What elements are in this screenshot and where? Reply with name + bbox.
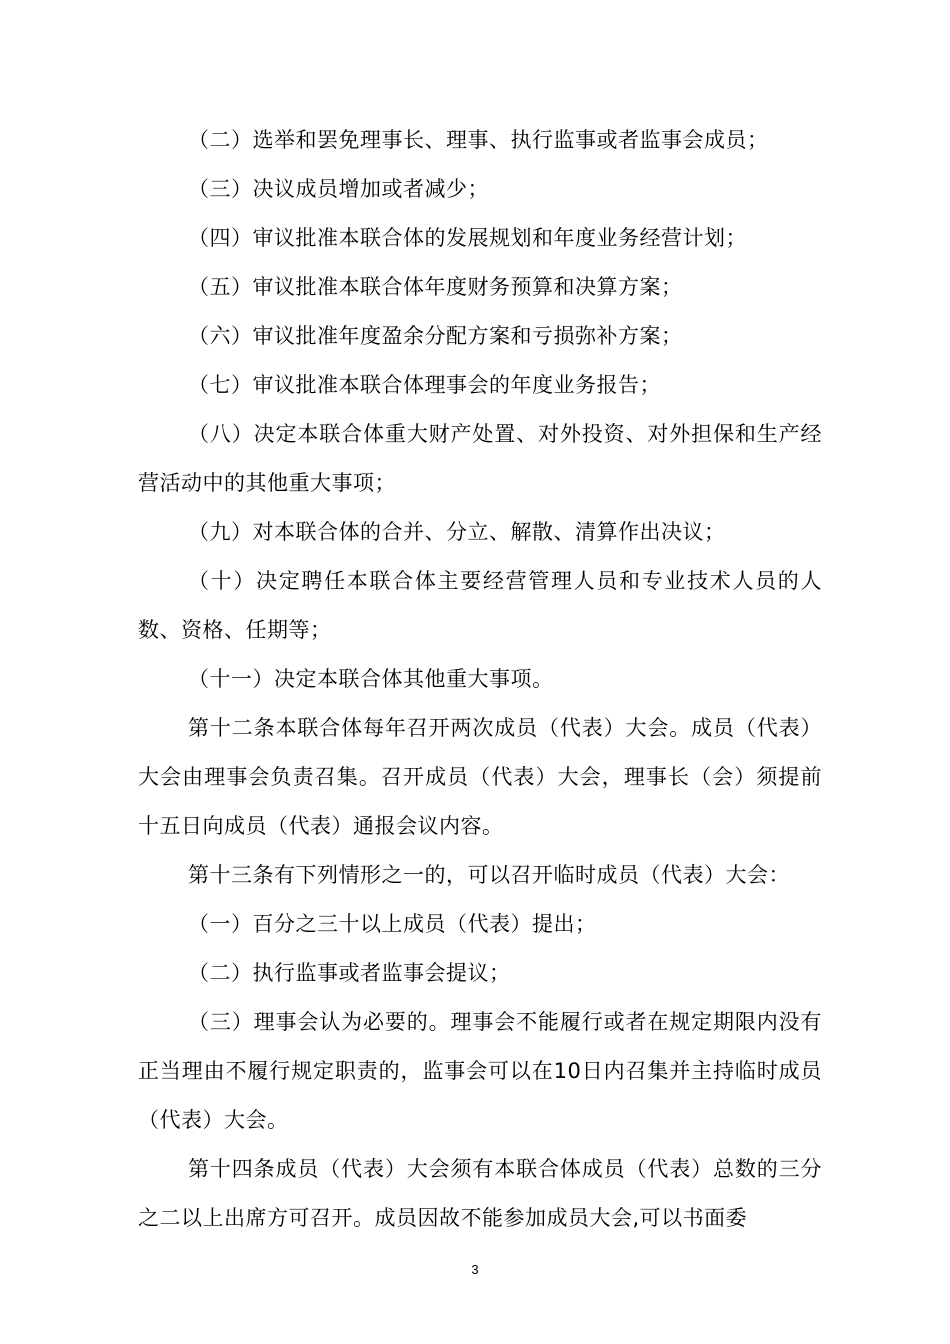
article-13-item-3: （三）理事会认为必要的。理事会不能履行或者在规定期限内没有正当理由不履行规定职责的，监事会可以在10日内召集并主持临时成员（代表）大会。 <box>138 1010 822 1132</box>
paragraph-item-5: （五）审议批准本联合体年度财务预算和决算方案； <box>188 275 683 299</box>
paragraph-item-4: （四）审议批准本联合体的发展规划和年度业务经营计划； <box>188 226 747 250</box>
document-body <box>138 116 822 1243</box>
article-14: 第十四条成员（代表）大会须有本联合体成员（代表）总数的三分之二以上出席方可召开。成员因故不能参加成员大会,可以书面委 <box>138 1157 822 1230</box>
paragraph-item-11: （十一）决定本联合体其他重大事项。 <box>188 667 554 691</box>
article-13-item-2: （二）执行监事或者监事会提议； <box>188 961 511 985</box>
paragraph-item-9: （九）对本联合体的合并、分立、解散、清算作出决议； <box>188 520 726 544</box>
article-13: 第十三条有下列情形之一的，可以召开临时成员（代表）大会： <box>188 863 790 887</box>
page-number: 3 <box>471 1262 479 1277</box>
paragraph-item-7: （七）审议批准本联合体理事会的年度业务报告； <box>188 373 661 397</box>
paragraph-item-6: （六）审议批准年度盈余分配方案和亏损弥补方案； <box>188 324 683 348</box>
paragraph-item-3: （三）决议成员增加或者减少； <box>188 177 489 201</box>
paragraph-item-8: （八）决定本联合体重大财产处置、对外投资、对外担保和生产经营活动中的其他重大事项； <box>138 422 822 495</box>
article-13-item-1: （一）百分之三十以上成员（代表）提出； <box>188 912 597 936</box>
paragraph-item-10: （十）决定聘任本联合体主要经营管理人员和专业技术人员的人数、资格、任期等； <box>138 569 822 642</box>
paragraph-item-2: （二）选举和罢免理事长、理事、执行监事或者监事会成员； <box>188 128 769 152</box>
article-12: 第十二条本联合体每年召开两次成员（代表）大会。成员（代表）大会由理事会负责召集。召开成员（代表）大会，理事长（会）须提前十五日向成员（代表）通报会议内容。 <box>138 716 822 838</box>
